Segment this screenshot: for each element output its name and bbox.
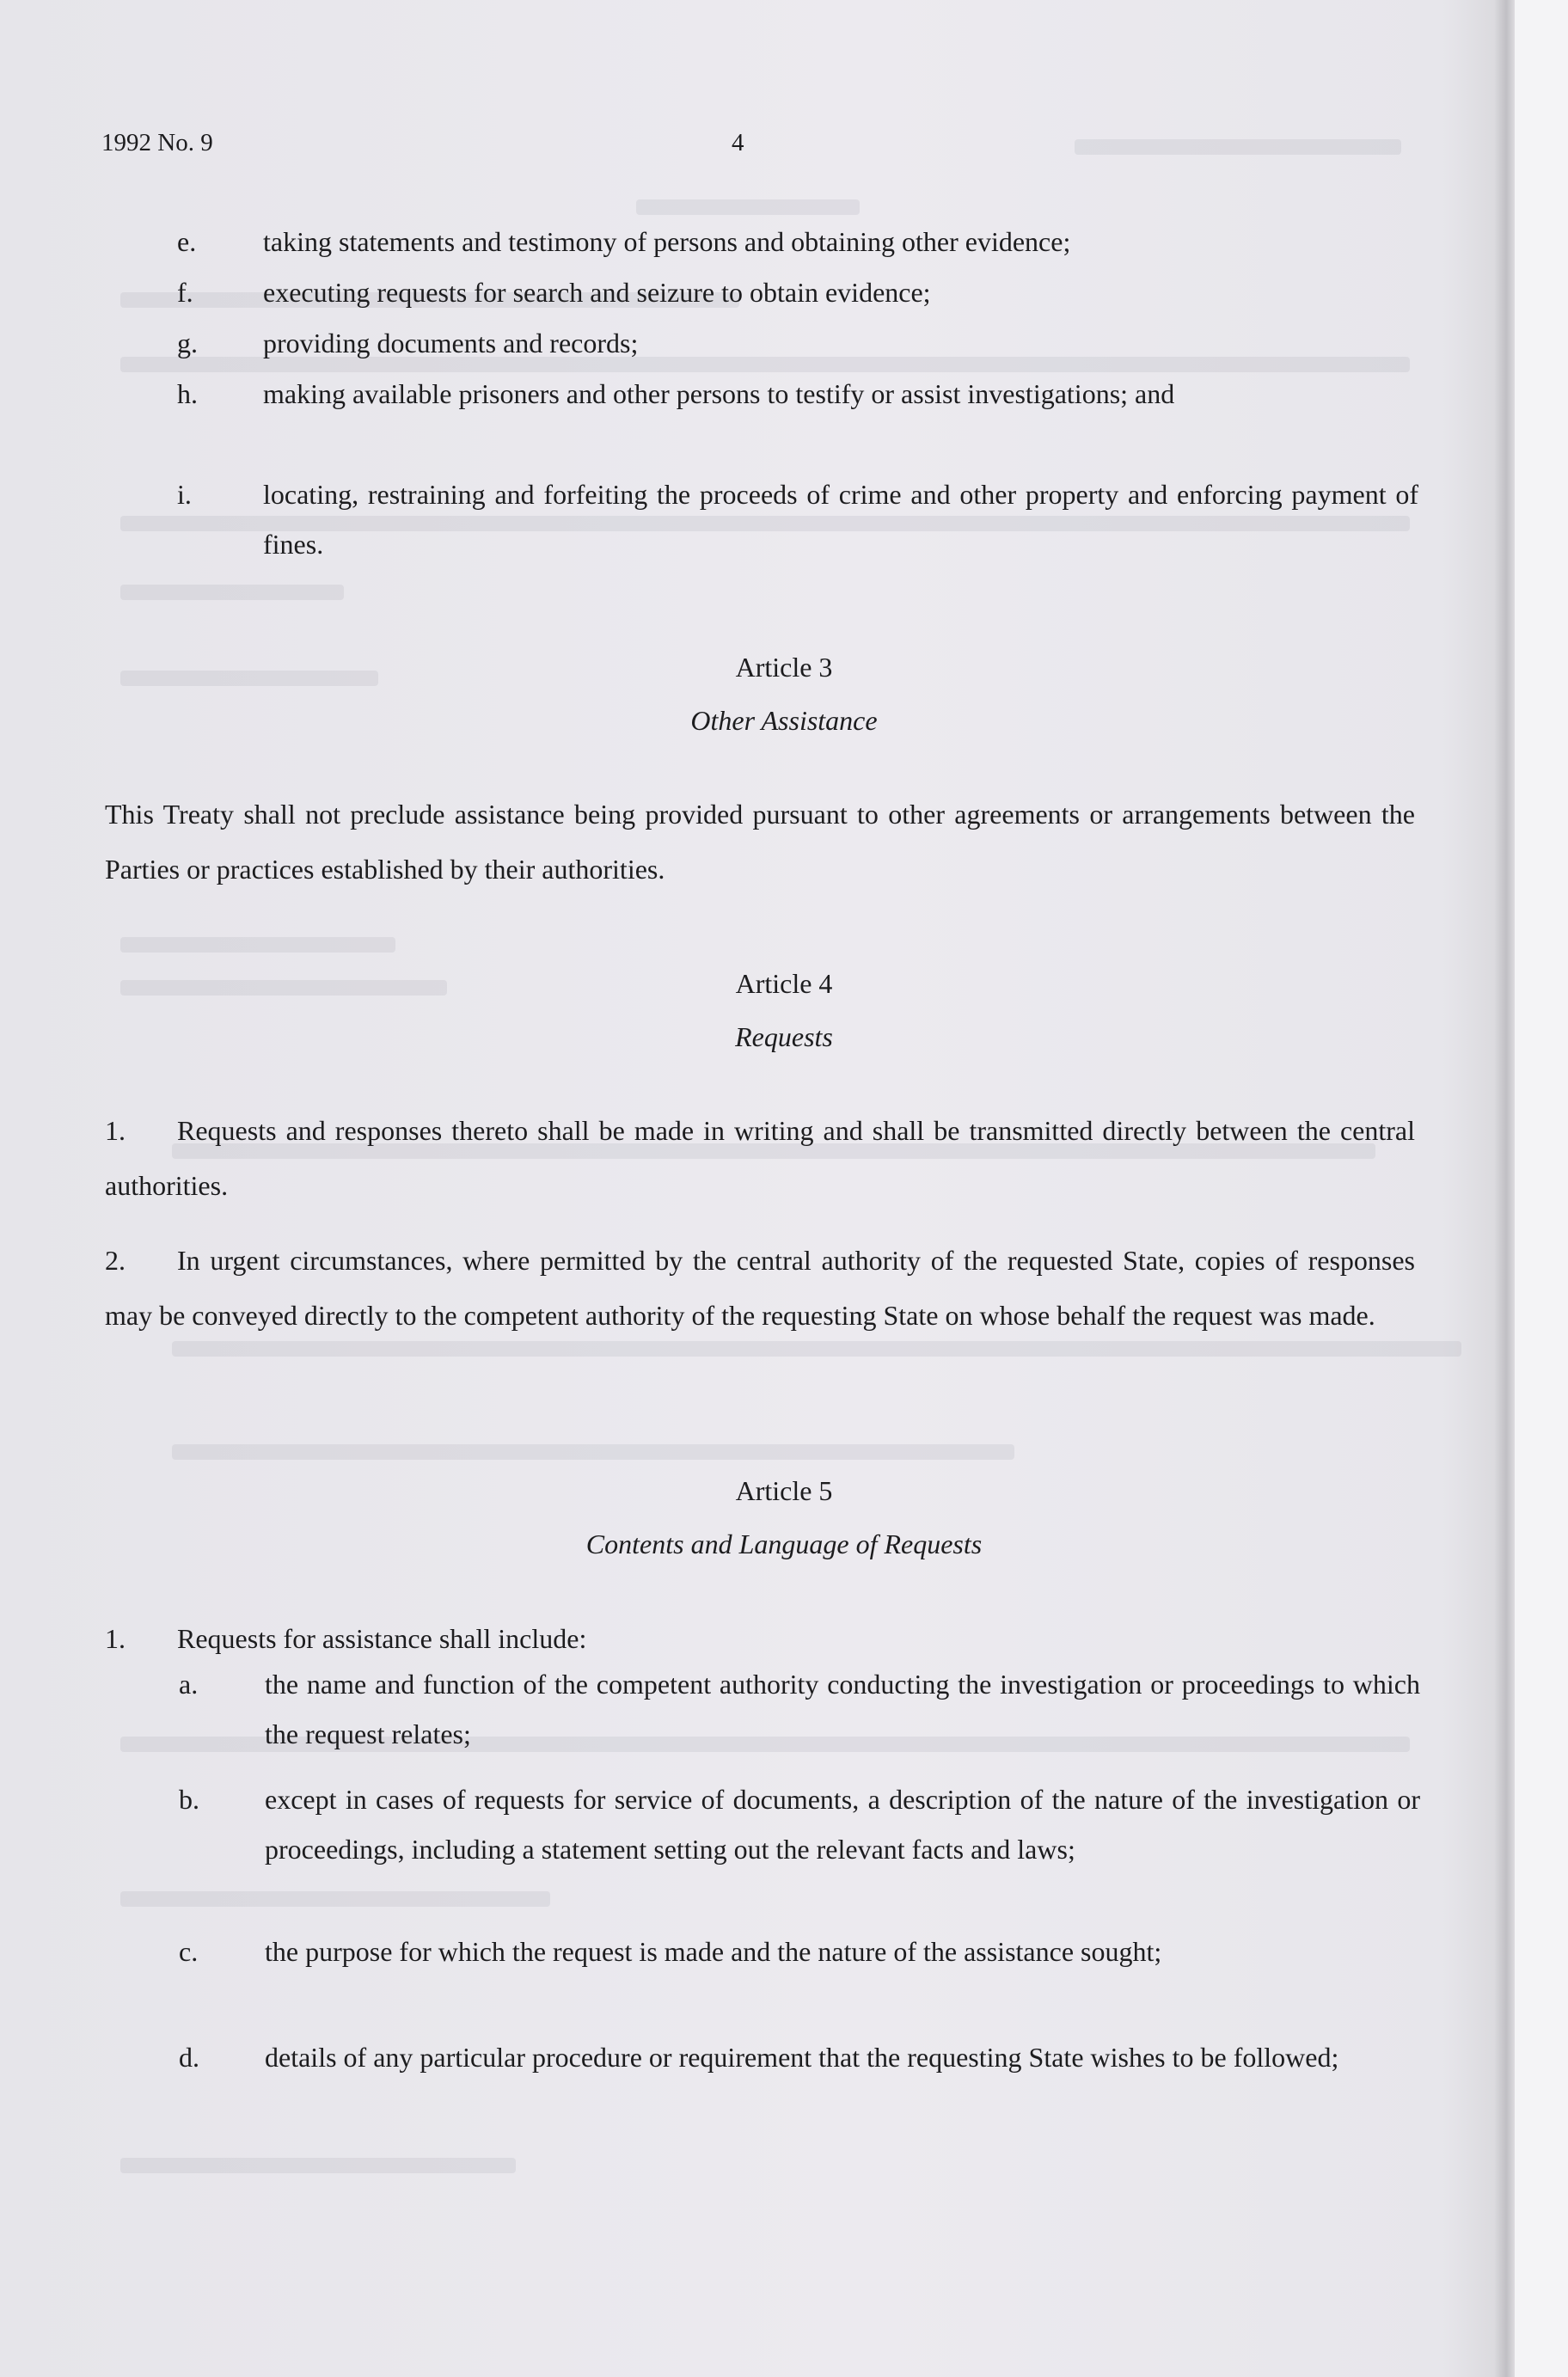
- article-5-title: Article 5: [735, 1475, 833, 1506]
- article-3-title: Article 3: [735, 652, 833, 683]
- article-4-paragraph-2: [105, 1233, 1415, 1343]
- page-edge: [1515, 0, 1568, 2377]
- article-4-subtitle: Requests: [735, 1021, 833, 1052]
- paragraph-text: Requests for assistance shall include:: [177, 1623, 587, 1654]
- list-text: making available prisoners and other persons to testify or assist investigations; and: [263, 378, 1175, 409]
- list-letter: g.: [177, 328, 198, 358]
- list-letter: a.: [179, 1669, 199, 1700]
- article-3-subtitle: Other Assistance: [690, 705, 878, 736]
- list-letter: b.: [179, 1784, 199, 1815]
- article-5-subtitle: Contents and Language of Requests: [585, 1529, 983, 1559]
- list-letter: d.: [179, 2042, 199, 2073]
- article-4-title: Article 4: [735, 968, 833, 999]
- list-text: executing requests for search and seizure to obtain evidence;: [263, 277, 931, 308]
- page-number: 4: [732, 129, 744, 156]
- list-letter: f.: [177, 277, 193, 308]
- list-letter: h.: [177, 378, 198, 409]
- paragraph-number: 1.: [105, 1115, 126, 1146]
- article-3-body: This Treaty shall not preclude assistance being provided pursuant to other agreements or arrangements between the Parties or practices established by their authorities.: [105, 799, 1415, 885]
- list-text: providing documents and records;: [263, 328, 639, 358]
- list-text: except in cases of requests for service of documents, a description of the nature of the investigation or proceedings, including a statement setting out the relevant facts and laws;: [265, 1784, 1420, 1865]
- list-text: the name and function of the competent authority conducting the investigation or proceedings to which the request relates;: [265, 1669, 1420, 1749]
- article-4-paragraph-1: [105, 1103, 1415, 1213]
- article-5-paragraph-1: [105, 1611, 1415, 1666]
- list-text: taking statements and testimony of persons and obtaining other evidence;: [263, 226, 1071, 257]
- list-letter: i.: [177, 479, 192, 510]
- list-text: details of any particular procedure or requirement that the requesting State wishes to be followed;: [265, 2042, 1339, 2073]
- list-text: locating, restraining and forfeiting the proceeds of crime and other property and enforcing payment of fines.: [263, 479, 1418, 560]
- document-number: 1992 No. 9: [101, 129, 213, 156]
- list-text: the purpose for which the request is made and the nature of the assistance sought;: [265, 1936, 1162, 1967]
- paragraph-text: Requests and responses thereto shall be made in writing and shall be transmitted directly between the central authorities.: [105, 1115, 1415, 1201]
- paragraph-number: 2.: [105, 1245, 126, 1276]
- page-edge-shadow: [1494, 0, 1515, 2377]
- paragraph-number: 1.: [105, 1623, 126, 1654]
- paragraph-text: In urgent circumstances, where permitted by the central authority of the requested State, copies of responses may be conveyed directly to the competent authority of the requesting State on whose behalf the request was made.: [105, 1245, 1415, 1331]
- list-letter: e.: [177, 226, 197, 257]
- list-letter: c.: [179, 1936, 199, 1967]
